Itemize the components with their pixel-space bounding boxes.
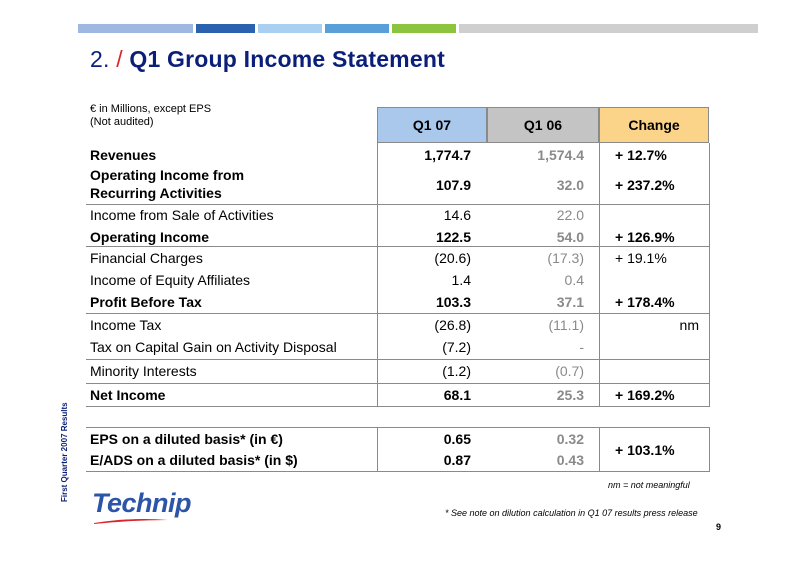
column-header-q106: Q1 06 <box>487 107 599 143</box>
page-number: 9 <box>716 522 722 532</box>
row-label-line2: Recurring Activities <box>90 185 222 201</box>
row-value-change: + 19.1% <box>615 250 667 266</box>
row-value-q107: 107.9 <box>435 177 471 193</box>
table-row <box>90 339 709 361</box>
title-text: Q1 Group Income Statement <box>129 46 445 72</box>
row-value-q106: (17.3) <box>547 250 584 266</box>
grid-vline-6 <box>709 427 710 472</box>
row-value-q106: (0.7) <box>555 363 584 379</box>
row-value-change: + 126.9% <box>615 229 675 245</box>
eps-change-cell <box>90 442 709 464</box>
nm-note: nm = not meaningful <box>608 480 690 490</box>
row-value-q107: 103.3 <box>435 294 471 310</box>
row-value-q106: 32.0 <box>556 177 584 193</box>
top-bar-5 <box>392 24 456 33</box>
eps-label: EPS on a diluted basis* (in €) <box>90 431 283 447</box>
grid-vline-3 <box>709 143 710 407</box>
eads-value-q107: 0.87 <box>443 452 471 468</box>
unit-note-line1: € in Millions, except EPS <box>90 103 212 115</box>
row-label: Income from Sale of Activities <box>90 207 274 223</box>
row-value-q106: 0.4 <box>564 272 584 288</box>
top-bar-6 <box>459 24 758 33</box>
row-value-change: + 169.2% <box>615 387 675 403</box>
row-value-q106: (11.1) <box>548 317 584 333</box>
row-label: Minority Interests <box>90 363 197 379</box>
eps-value-q107: 0.65 <box>443 431 471 447</box>
row-value-change: + 237.2% <box>615 177 675 193</box>
title-separator: / <box>116 46 123 72</box>
row-value-q106: 22.0 <box>556 207 584 223</box>
column-header-q107: Q1 07 <box>377 107 487 143</box>
row-value-q107: (7.2) <box>442 339 471 355</box>
row-label: Net Income <box>90 387 166 403</box>
table-row <box>90 317 709 339</box>
row-label: Income Tax <box>90 317 162 333</box>
eps-change-value: + 103.1% <box>615 442 675 458</box>
eps-value-q106: 0.32 <box>556 431 584 447</box>
row-value-change: + 12.7% <box>615 147 667 163</box>
row-label: Tax on Capital Gain on Activity Disposal <box>90 339 337 355</box>
row-value-q107: 1.4 <box>451 272 471 288</box>
row-label: Financial Charges <box>90 250 203 266</box>
column-header-change: Change <box>599 107 709 143</box>
eads-value-q106: 0.43 <box>556 452 584 468</box>
divider-after-recurring <box>86 204 709 205</box>
table-row <box>90 229 709 251</box>
logo-swoosh-icon <box>92 517 170 525</box>
unit-note-line2: (Not audited) <box>90 116 154 128</box>
row-value-q106: 25.3 <box>556 387 584 403</box>
table-row <box>90 272 709 294</box>
row-value-q106: 1,574.4 <box>537 147 584 163</box>
table-row <box>90 363 709 385</box>
table-row <box>90 250 709 272</box>
technip-logo: Technip <box>92 488 192 518</box>
unit-note <box>90 103 211 129</box>
row-value-q107: 68.1 <box>443 387 471 403</box>
row-label: Revenues <box>90 147 157 163</box>
row-value-q107: 122.5 <box>435 229 471 245</box>
top-bar-4 <box>325 24 389 33</box>
row-value-q107: 14.6 <box>443 207 471 223</box>
divider-before-eps <box>86 427 709 428</box>
row-label-line1: Operating Income from <box>90 167 245 183</box>
top-bar-2 <box>196 24 255 33</box>
table-row <box>90 207 709 229</box>
table-row <box>90 167 709 203</box>
top-bar-1 <box>78 24 193 33</box>
row-label: Operating Income <box>90 229 210 245</box>
row-label: Profit Before Tax <box>90 294 202 310</box>
row-value-q107: 1,774.7 <box>424 147 471 163</box>
page-title <box>90 46 445 73</box>
row-value-change: nm <box>679 317 699 333</box>
row-value-q107: (20.6) <box>434 250 471 266</box>
row-label: Income of Equity Affiliates <box>90 272 251 288</box>
row-value-q106: 54.0 <box>556 229 584 245</box>
table-row <box>90 387 709 409</box>
top-color-bars <box>78 24 758 33</box>
row-value-q106: - <box>579 339 584 355</box>
row-value-q107: (1.2) <box>442 363 471 379</box>
row-value-q106: 37.1 <box>556 294 584 310</box>
side-label: First Quarter 2007 Results <box>60 402 69 502</box>
top-bar-3 <box>258 24 322 33</box>
table-row <box>90 147 709 169</box>
row-value-q107: (26.8) <box>434 317 471 333</box>
footnote: * See note on dilution calculation in Q1 07 results press release <box>445 508 698 518</box>
section-number: 2. <box>90 46 110 72</box>
eads-label: E/ADS on a diluted basis* (in $) <box>90 452 298 468</box>
table-row <box>90 294 709 316</box>
row-value-change: + 178.4% <box>615 294 675 310</box>
